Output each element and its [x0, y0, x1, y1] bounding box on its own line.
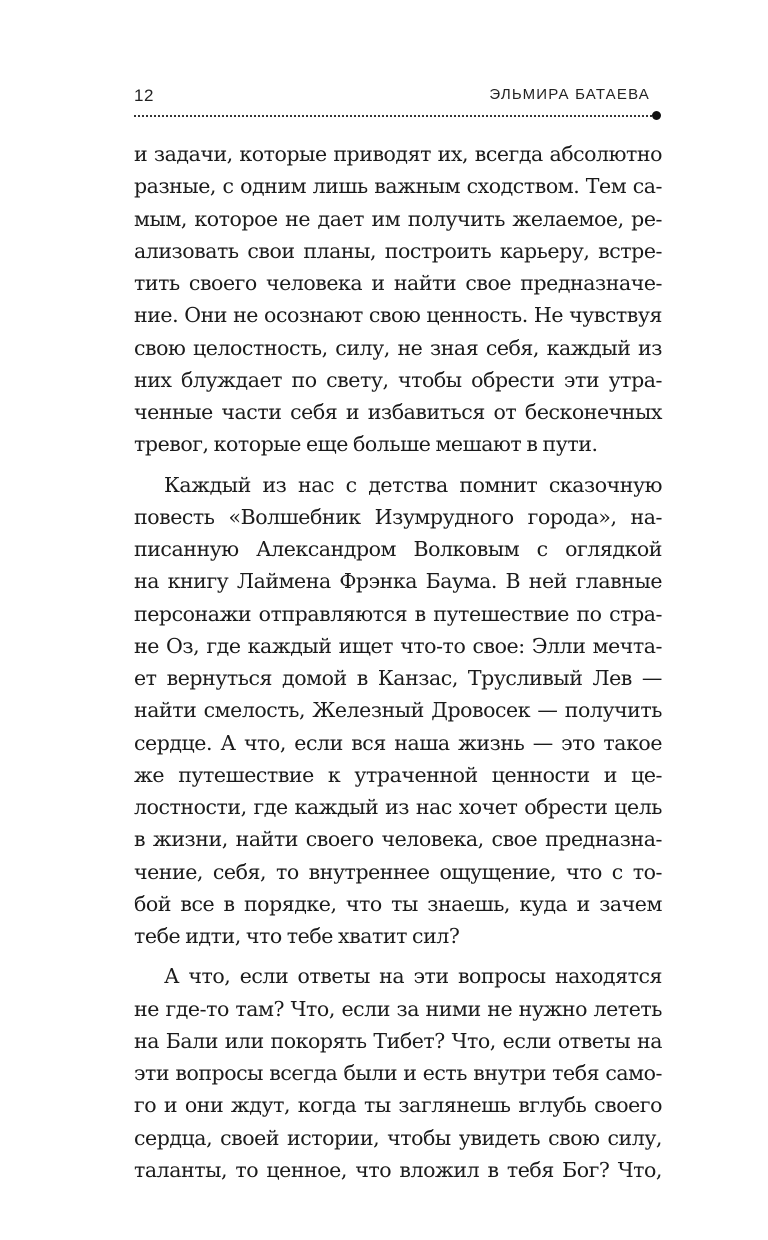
- text-line: на книгу Лаймена Фрэнка Баума. В ней главные: [134, 569, 662, 594]
- page-number: 12: [134, 86, 154, 105]
- text-line: разные, с одним лишь важным сходством. Тем са-: [134, 174, 662, 199]
- text-line: и задачи, которые приводят их, всегда абсолютно: [134, 142, 662, 166]
- text-line: же путешествие к утраченной ценности и це-: [134, 762, 662, 787]
- text-line: сердца, своей истории, чтобы увидеть свою силу,: [134, 1125, 662, 1150]
- text-line: мым, которое не дает им получить желаемое, ре-: [134, 206, 662, 231]
- text-line: тревог, которые еще больше мешают в пути.: [134, 432, 598, 457]
- text-line: ченные части себя и избавиться от бесконечных: [134, 400, 662, 424]
- text-line: таланты, то ценное, что вложил в тебя Бог? Что,: [134, 1157, 662, 1182]
- text-line: писанную Александром Волковым с оглядкой: [134, 537, 662, 561]
- text-line: Каждый из нас с детства помнит сказочную: [164, 472, 662, 497]
- text-line: чение, себя, то внутреннее ощущение, что с то-: [134, 859, 662, 884]
- paragraph-2: [134, 469, 662, 953]
- text-line: ализовать свои планы, построить карьеру, встре-: [134, 238, 662, 263]
- body-text: [134, 138, 662, 1186]
- text-line: на Бали или покорять Тибет? Что, если ответы на: [134, 1028, 662, 1053]
- text-line: в жизни, найти своего человека, свое предназна-: [134, 827, 662, 852]
- text-line: найти смелость, Железный Дровосек — получить: [134, 698, 662, 723]
- paragraph-3: [134, 960, 662, 1186]
- paragraph-gap: [134, 461, 662, 469]
- text-line: повесть «Волшебник Изумрудного города», на-: [134, 504, 662, 529]
- paragraph-1: [134, 138, 662, 461]
- text-line: го и они ждут, когда ты заглянешь вглубь своего: [134, 1093, 662, 1118]
- paragraph-gap: [134, 952, 662, 960]
- text-line: ние. Они не осознают свою ценность. Не чувствуя: [134, 303, 662, 328]
- text-line: эти вопросы всегда были и есть внутри тебя само-: [134, 1061, 662, 1085]
- text-line: бой все в порядке, что ты знаешь, куда и зачем: [134, 891, 662, 916]
- running-head-author: ЭЛЬМИРА БАТАЕВА: [489, 86, 650, 103]
- header-rule-end-dot: [652, 111, 661, 120]
- text-line: свою целостность, силу, не зная себя, каждый из: [134, 335, 662, 360]
- text-line: персонажи отправляются в путешествие по стра-: [134, 601, 662, 626]
- text-line: не где-то там? Что, если за ними не нужно лететь: [134, 996, 662, 1021]
- text-line: ет вернуться домой в Канзас, Трусливый Лев —: [134, 666, 662, 690]
- text-line: тебе идти, что тебе хватит сил?: [134, 924, 460, 948]
- text-line: не Оз, где каждый ищет что-то свое: Элли мечта-: [134, 633, 662, 658]
- text-line: тить своего человека и найти свое предназначе-: [134, 271, 662, 295]
- text-line: сердце. А что, если вся наша жизнь — это такое: [134, 730, 662, 755]
- text-line: лостности, где каждый из нас хочет обрести цель: [134, 795, 662, 819]
- page-header: [134, 86, 660, 110]
- text-line: А что, если ответы на эти вопросы находятся: [164, 964, 662, 989]
- text-line: них блуждает по свету, чтобы обрести эти утра-: [134, 367, 662, 392]
- header-rule: [134, 115, 656, 117]
